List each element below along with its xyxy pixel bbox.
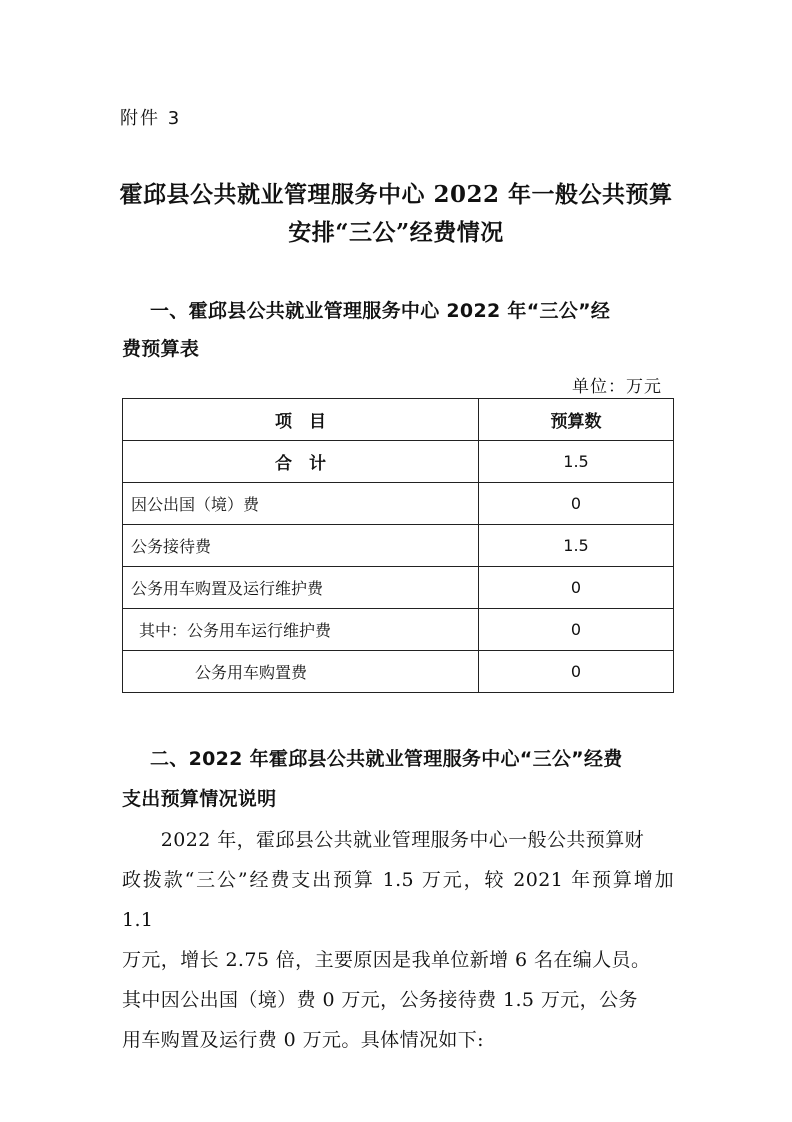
row-label: 公务接待费 <box>123 525 479 567</box>
document-title-line2: 安排“三公”经费情况 <box>288 219 504 246</box>
section1-heading-line2: 费预算表 <box>122 338 200 360</box>
paragraph-line: 万元，增长 2.75 倍，主要原因是我单位新增 6 名在编人员。 <box>122 949 651 971</box>
header-budget: 预算数 <box>479 399 674 441</box>
row-label: 公务用车购置及运行维护费 <box>123 567 479 609</box>
table-row <box>123 567 674 609</box>
paragraph-line: 政拨款“三公”经费支出预算 1.5 万元，较 2021 年预算增加 1.1 <box>122 869 674 931</box>
row-value: 0 <box>479 567 674 609</box>
document-title-line1: 霍邱县公共就业管理服务中心 2022 年一般公共预算 <box>119 181 673 208</box>
header-item: 项 目 <box>123 399 479 441</box>
table-row <box>123 609 674 651</box>
row-value: 0 <box>479 609 674 651</box>
paragraph-line: 其中因公出国（境）费 0 万元，公务接待费 1.5 万元，公务 <box>122 989 638 1011</box>
row-value-total: 1.5 <box>479 441 674 483</box>
unit-label: 单位：万元 <box>572 377 662 397</box>
table-header-row <box>123 399 674 441</box>
row-label-total: 合 计 <box>123 441 479 483</box>
paragraph-line: 用车购置及运行费 0 万元。具体情况如下: <box>122 1029 484 1051</box>
row-label: 因公出国（境）费 <box>123 483 479 525</box>
row-label: 公务用车购置费 <box>123 651 479 693</box>
budget-table <box>122 398 674 693</box>
section2-heading-line1: 二、2022 年霍邱县公共就业管理服务中心“三公”经费 <box>150 748 623 770</box>
table-row <box>123 651 674 693</box>
row-value: 0 <box>479 483 674 525</box>
explanation-paragraph <box>122 820 674 1060</box>
row-value: 1.5 <box>479 525 674 567</box>
section1-heading-line1: 一、霍邱县公共就业管理服务中心 2022 年“三公”经 <box>150 300 611 322</box>
row-label: 其中：公务用车运行维护费 <box>123 609 479 651</box>
attachment-label: 附件 3 <box>120 108 182 129</box>
table-row <box>123 483 674 525</box>
table-row <box>123 441 674 483</box>
paragraph-line: 2022 年，霍邱县公共就业管理服务中心一般公共预算财 <box>122 829 644 851</box>
row-value: 0 <box>479 651 674 693</box>
table-row <box>123 525 674 567</box>
section2-heading-line2: 支出预算情况说明 <box>122 788 277 810</box>
